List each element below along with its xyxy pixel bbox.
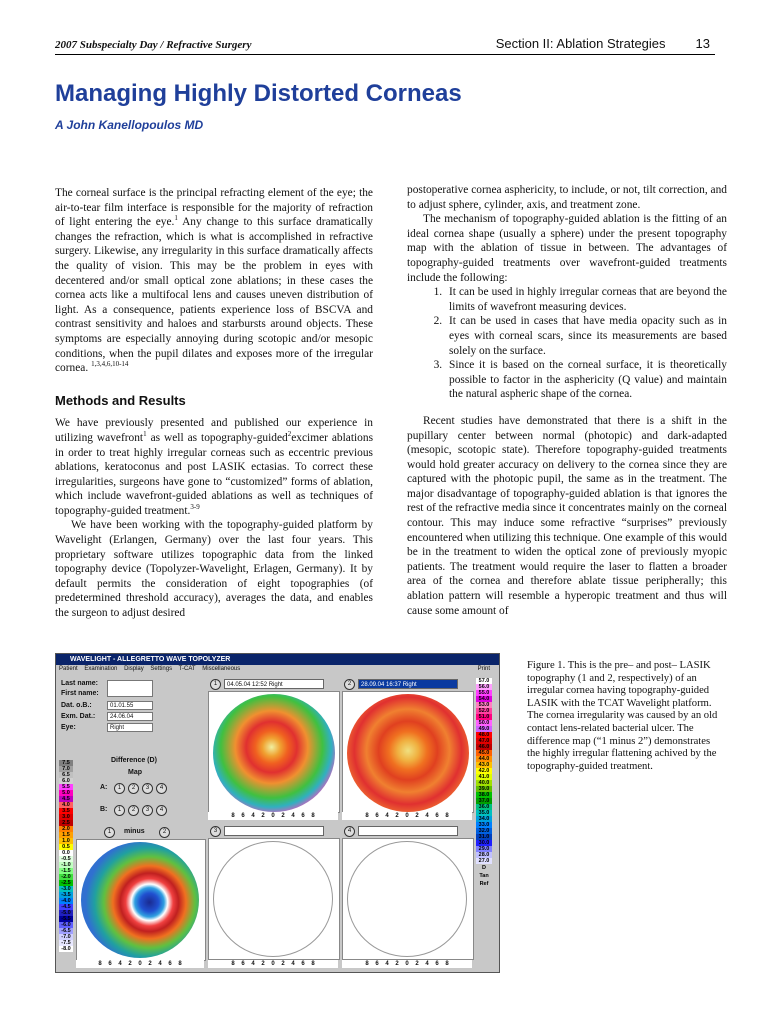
curvature-scale-step: 41.0 [476, 774, 492, 780]
difference-scale-step: -1.5 [59, 868, 73, 874]
curvature-scale-footer: Tan [479, 873, 489, 879]
curvature-scale-step: 30.0 [476, 840, 492, 846]
dob-label: Dat. o.B.: [61, 702, 92, 709]
map-b-3-button[interactable]: 3 [142, 805, 153, 816]
last-name-field[interactable] [107, 680, 153, 697]
curvature-scale-step: 44.0 [476, 756, 492, 762]
minus-label: minus [124, 828, 145, 835]
section-heading: Methods and Results [55, 392, 186, 408]
map2-axis: 8 6 4 2 0 2 4 6 8 [342, 812, 472, 820]
curvature-scale-step: 56.0 [476, 684, 492, 690]
map2-panel [342, 691, 474, 813]
minus-a-button[interactable]: 1 [104, 827, 115, 838]
paragraph-right-2: The mechanism of topography-guided ablation is the fitting of an ideal cornea shape (usually a sphere) under the present topography map with the ablation of tissue in between. The advantages of topography-guided treatments over wavefront-guided treatments include the following: [407, 213, 727, 284]
page-number: 13 [695, 36, 710, 51]
window-title: WAVELIGHT - ALLEGRETTO WAVE TOPOLYZER [56, 654, 499, 665]
curvature-scale-step: 28.0 [476, 852, 492, 858]
difference-scale-step: 3.5 [59, 808, 73, 814]
map3-panel [208, 838, 340, 960]
difference-scale-step: -1.0 [59, 862, 73, 868]
difference-scale-step: 3.0 [59, 814, 73, 820]
patient-info [59, 678, 205, 756]
curvature-scale-footer: Ref [479, 881, 489, 887]
exam-select-2[interactable]: 28.09.04 16:37 Right [358, 679, 458, 689]
b-label: B: [100, 806, 108, 813]
difference-scale-step: -0.5 [59, 856, 73, 862]
minus-b-button[interactable]: 2 [159, 827, 170, 838]
map4-number: 4 [344, 826, 355, 837]
map-b-2-button[interactable]: 2 [128, 805, 139, 816]
map4-axis: 8 6 4 2 0 2 4 6 8 [342, 960, 472, 968]
difference-map-axis: 8 6 4 2 0 2 4 6 8 [76, 960, 204, 968]
curvature-scale-step: 40.0 [476, 780, 492, 786]
menu-settings[interactable]: Settings [150, 666, 173, 672]
exam-select-3[interactable] [224, 826, 324, 836]
curvature-scale-step: 39.0 [476, 786, 492, 792]
exam-select-4[interactable] [358, 826, 458, 836]
difference-scale-step: 4.0 [59, 802, 73, 808]
a-label: A: [100, 784, 108, 791]
curvature-scale-step: 37.0 [476, 798, 492, 804]
curvature-scale-step: 53.0 [476, 702, 492, 708]
difference-scale-step: 7.5 [59, 760, 73, 766]
curvature-scale-step: 43.0 [476, 762, 492, 768]
curvature-scale-step: 55.0 [476, 690, 492, 696]
difference-scale-step: 2.0 [59, 826, 73, 832]
map1-axis: 8 6 4 2 0 2 4 6 8 [208, 812, 338, 820]
curvature-scale-step: 27.0 [476, 858, 492, 864]
curvature-scale-step: 32.0 [476, 828, 492, 834]
map-label: Map [128, 769, 142, 776]
curvature-scale-step: 57.0 [476, 678, 492, 684]
list-item: 2. It can be used in cases that have media opacity such as in eyes with corneal scars, since its measurements are based solely on the surface. [445, 314, 727, 358]
curvature-scale-step: 29.0 [476, 846, 492, 852]
right-column [407, 183, 727, 618]
pre-op-topography-map [213, 694, 335, 812]
difference-scale-step: 6.0 [59, 778, 73, 784]
difference-scale-step: -4.5 [59, 904, 73, 910]
running-header-right [496, 36, 710, 51]
exam-date-field[interactable]: 24.06.04 [107, 712, 153, 721]
curvature-scale-step: 50.0 [476, 720, 492, 726]
menu-bar [56, 665, 499, 674]
menu-patient[interactable]: Patient [59, 666, 78, 672]
paragraph-right-1: postoperative cornea asphericity, to include, or not, tilt correction, and to adjust sphere, cylinder, axis, and treatment zone. [407, 184, 727, 211]
dob-field[interactable]: 01.01.55 [107, 701, 153, 710]
difference-scale-step: 5.5 [59, 784, 73, 790]
curvature-scale-step: 52.0 [476, 708, 492, 714]
difference-scale-step: 0.0 [59, 850, 73, 856]
difference-scale-step: 5.0 [59, 790, 73, 796]
paragraph-methods-1: We have previously presented and published our experience in utilizing wavefront$^1$ as well as topography-guided$^2$excimer ablations in order to treat highly irregular corneas such as eccentric previous ablations, keratoconus and post LASIK ectasias. To correct these irregularities, surgeons have gone to “customized” forms of ablation, which include wavefront-guided ablations as well as techniques of topography-guided treatment.$^{3-9}$ [55, 417, 374, 517]
difference-scale-step: -8.0 [59, 946, 73, 952]
curvature-scale-step: 51.0 [476, 714, 492, 720]
map-a-1-button[interactable]: 1 [114, 783, 125, 794]
figure-caption: Figure 1. This is the pre– and post– LASIK topography (1 and 2, respectively) of an irregular cornea having topography-guided LASIK with the TCAT Wavelight platform. The cornea irregularity was caused by an old contact lens-related bacterial ulcer. The difference map (“1 minus 2”) demonstrates the highly irregular flattening achived by the topography-guided treatment. [527, 660, 718, 772]
paragraph-methods-2: We have been working with the topography-guided platform by Wavelight (Erlangen, Germany) over the last four years. This proprietary software utilizes topographic data from the linked topography device (Topolyzer-Wavelight, Erlagen, Germany). It by default permits the consideration of eight topographies (of predetermined threshold accuracy), averages the data, and enables the surgeon to adjust desired [55, 519, 373, 620]
difference-scale-step: -6.5 [59, 928, 73, 934]
advantages-list [407, 285, 727, 402]
article-author: A John Kanellopoulos MD [55, 118, 204, 132]
curvature-scale-step: 34.0 [476, 816, 492, 822]
difference-scale-step: -7.0 [59, 934, 73, 940]
difference-scale-step: 4.5 [59, 796, 73, 802]
paragraph-right-3: Recent studies have demonstrated that there is a shift in the pupillary center between normal (photopic) and dark-adapted (mesopic, scotopic state). Therefore topography-guided treatments would hold greater accuracy on delivery to the cornea since they are captured with the photopic pupil, the same as in the treatment. The major disadvantage of topography-guided ablation is that ignores the rest of the refractive media since it concentrates mainly on the corneal contour. This may induce some refractive “surprises” previously encountered when utilizing this technique. One example of this would be in the treatment to widen the optical zone of previously myopic patients. The treatment would require the laser to flatten a broader area of the cornea and therefore ablate tissue peripherally; this ablation pattern will resemble a hyperopic treatment and thus will cause some amount of [407, 414, 727, 617]
list-item: 1. It can be used in highly irregular corneas that are beyond the limits of wavefront measuring devices. [445, 285, 727, 314]
post-op-topography-map [347, 694, 469, 812]
empty-map-3 [213, 841, 333, 957]
curvature-scale-step: 35.0 [476, 810, 492, 816]
menu-tcat[interactable]: T-CAT [178, 666, 196, 672]
map-a-2-button[interactable]: 2 [128, 783, 139, 794]
difference-scale-step: 0.5 [59, 844, 73, 850]
curvature-color-scale [476, 678, 492, 888]
first-name-label: First name: [61, 690, 99, 697]
curvature-scale-step: 54.0 [476, 696, 492, 702]
difference-label: Difference (D) [111, 757, 157, 764]
eye-field[interactable]: Right [107, 723, 153, 732]
difference-scale-step: -6.0 [59, 922, 73, 928]
curvature-scale-step: 38.0 [476, 792, 492, 798]
difference-scale-step: -5.0 [59, 910, 73, 916]
map-b-4-button[interactable]: 4 [156, 805, 167, 816]
map1-panel [208, 691, 340, 813]
header-rule [55, 54, 715, 55]
list-item: 3. Since it is based on the corneal surface, it is theoretically possible to factor in the asphericity (Q value) and maintain the natural aspheric shape of the cornea. [445, 358, 727, 402]
curvature-scale-step: 45.0 [476, 750, 492, 756]
map1-number: 1 [210, 679, 221, 690]
section-name: Section II: Ablation Strategies [495, 36, 666, 51]
difference-scale-step: -2.5 [59, 880, 73, 886]
menu-display[interactable]: Display [124, 666, 144, 672]
difference-scale-step: -4.0 [59, 898, 73, 904]
last-name-label: Last name: [61, 680, 98, 687]
empty-map-4 [347, 841, 467, 957]
difference-topography-map [81, 842, 199, 958]
curvature-scale-step: 47.0 [476, 738, 492, 744]
map-b-1-button[interactable]: 1 [114, 805, 125, 816]
difference-scale-step: 1.5 [59, 832, 73, 838]
difference-scale-step: 2.5 [59, 820, 73, 826]
print-button[interactable]: Print [477, 666, 490, 672]
difference-color-scale [59, 760, 73, 952]
difference-scale-step: 1.0 [59, 838, 73, 844]
difference-scale-step: -2.0 [59, 874, 73, 880]
eye-label: Eye: [61, 724, 76, 731]
menu-examination[interactable]: Examination [84, 666, 118, 672]
curvature-scale-step: 31.0 [476, 834, 492, 840]
map3-axis: 8 6 4 2 0 2 4 6 8 [208, 960, 338, 968]
difference-scale-step: -7.5 [59, 940, 73, 946]
difference-scale-step: -3.5 [59, 892, 73, 898]
curvature-scale-step: 36.0 [476, 804, 492, 810]
figure-topography-screenshot [55, 653, 500, 973]
paragraph-intro: The corneal surface is the principal refracting element of the eye; the air-to-tear film interface is responsible for the majority of refraction of light entering the eye.$^1$ Any change to this surface dramatically changes the refraction, which is what is accomplished in refractive surgery. Likewise, any irregularity in this surface dramatically affects the quality of vision. This may be the problem in eyes with decentered and/or small optical zone ablations; in these cases the cornea acts like a multifocal lens and causes uneven distribution of light. As a consequence, patients experience loss of BSCVA and contrast sensitivity and haloes and starbursts around objects. These symptoms are especially annoying during scotopic and/or mesopic conditions, when the pupil dilates and exposes more of the irregular cornea. $^{1,3,4,6,10-14}$ [55, 187, 374, 375]
running-header-left: 2007 Subspecialty Day / Refractive Surgery [55, 39, 252, 51]
map-a-3-button[interactable]: 3 [142, 783, 153, 794]
map2-number: 2 [344, 679, 355, 690]
difference-scale-step: 7.0 [59, 766, 73, 772]
exam-select-1[interactable]: 04.05.04 12:52 Right [224, 679, 324, 689]
curvature-scale-footer: D [482, 865, 486, 871]
map3-number: 3 [210, 826, 221, 837]
difference-scale-step: 6.5 [59, 772, 73, 778]
article-title: Managing Highly Distorted Corneas [55, 80, 462, 107]
map-a-4-button[interactable]: 4 [156, 783, 167, 794]
exam-date-label: Exm. Dat.: [61, 713, 96, 720]
curvature-scale-step: 33.0 [476, 822, 492, 828]
left-column [55, 186, 373, 621]
curvature-scale-step: 46.0 [476, 744, 492, 750]
difference-scale-step: -5.5 [59, 916, 73, 922]
curvature-scale-step: 48.0 [476, 732, 492, 738]
difference-map-panel [76, 839, 206, 961]
map4-panel [342, 838, 474, 960]
difference-scale-step: -3.0 [59, 886, 73, 892]
menu-misc[interactable]: Miscellaneous [202, 666, 241, 672]
curvature-scale-step: 42.0 [476, 768, 492, 774]
curvature-scale-step: 49.0 [476, 726, 492, 732]
